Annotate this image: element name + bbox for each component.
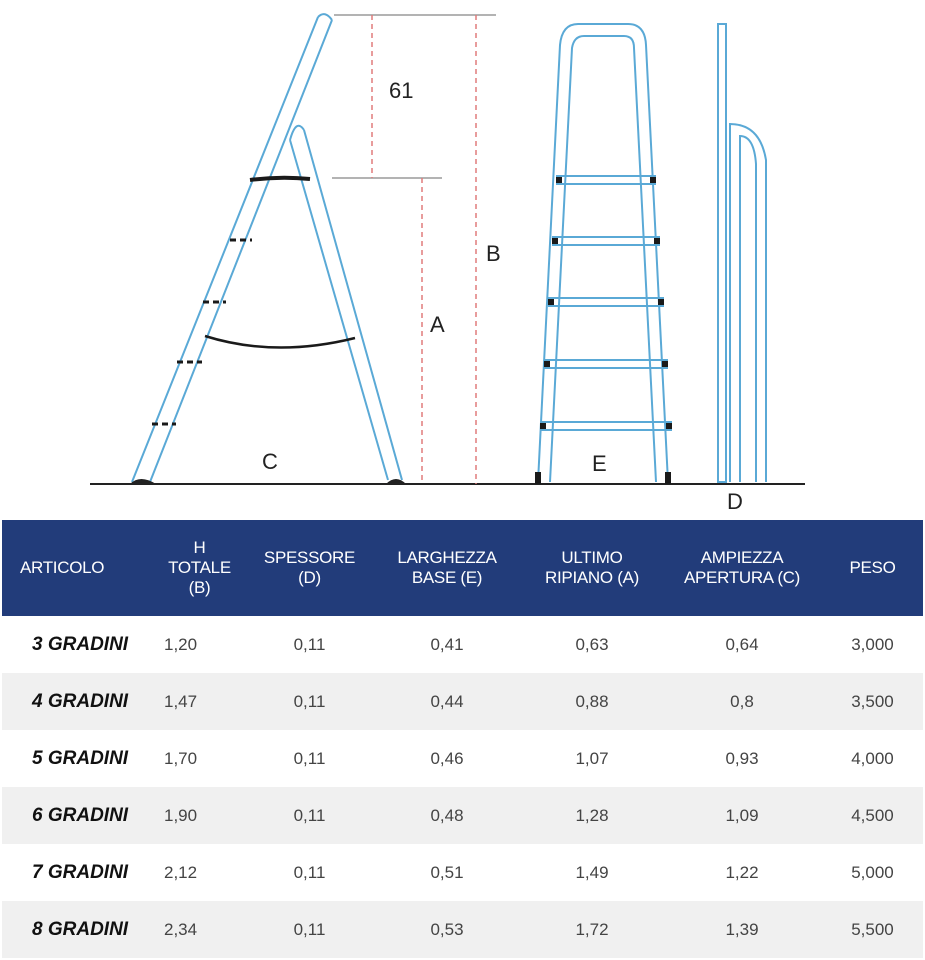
cell-h-totale: 1,90	[152, 787, 247, 844]
label-c: C	[262, 449, 278, 474]
header-ampiezza-line2: APERTURA (C)	[683, 568, 801, 587]
cell-ampiezza: 1,22	[725, 862, 759, 882]
header-larghezza-line1: LARGHEZZA	[397, 548, 497, 567]
cell-peso: 4,500	[822, 787, 923, 844]
table-row	[2, 673, 923, 730]
cell-h-totale: 1,70	[164, 748, 198, 768]
header-h-totale	[152, 520, 247, 616]
cell-larghezza: 0,41	[430, 634, 464, 654]
table-row	[2, 844, 923, 901]
cell-spessore: 0,11	[293, 634, 326, 654]
folded-view	[718, 24, 766, 482]
table-row	[2, 787, 923, 844]
cell-h-totale: 1,47	[152, 673, 247, 730]
cell-articolo: 5 GRADINI	[32, 747, 129, 769]
opening-arc	[205, 336, 355, 348]
front-view-step-clips	[535, 177, 672, 484]
cell-ampiezza: 0,64	[725, 634, 759, 654]
cell-larghezza: 0,51	[430, 862, 464, 882]
cell-larghezza: 0,46	[430, 748, 464, 768]
header-ampiezza-line1: AMPIEZZA	[700, 548, 784, 567]
cell-articolo: 6 GRADINI	[2, 787, 152, 844]
front-view-frame	[538, 24, 668, 482]
cell-ultimo: 0,63	[575, 634, 609, 654]
table-row	[2, 730, 923, 787]
cell-h-totale: 1,20	[164, 634, 198, 654]
header-ultimo-line1: ULTIMO	[561, 548, 623, 567]
cell-articolo: 4 GRADINI	[2, 673, 152, 730]
cell-peso: 5,500	[822, 901, 923, 958]
label-d: D	[727, 489, 743, 514]
header-articolo: ARTICOLO	[2, 520, 152, 616]
cell-ampiezza: 1,09	[662, 787, 822, 844]
cell-ultimo: 1,07	[575, 748, 609, 768]
header-spessore-line1: SPESSORE	[263, 548, 356, 567]
header-ultimo-line2: RIPIANO (A)	[545, 568, 639, 587]
cell-ampiezza: 1,39	[662, 901, 822, 958]
cell-spessore: 0,11	[247, 787, 372, 844]
header-h-totale-line2: TOTALE	[168, 558, 231, 577]
cell-spessore: 0,11	[293, 862, 326, 882]
cell-ampiezza: 0,93	[725, 748, 759, 768]
header-ultimo	[522, 520, 662, 616]
cell-ultimo: 1,49	[575, 862, 609, 882]
cell-peso: 3,500	[822, 673, 923, 730]
cell-spessore: 0,11	[293, 748, 326, 768]
cell-h-totale: 2,34	[152, 901, 247, 958]
label-b: B	[486, 241, 501, 266]
cell-ultimo: 1,72	[522, 901, 662, 958]
cell-peso: 3,000	[851, 634, 894, 654]
dimension-lines	[332, 15, 496, 484]
cell-ultimo: 1,28	[522, 787, 662, 844]
header-spessore-line2: (D)	[298, 568, 321, 587]
cell-larghezza: 0,53	[372, 901, 522, 958]
header-spessore	[247, 520, 372, 616]
label-a: A	[430, 312, 445, 337]
cell-ultimo: 0,88	[522, 673, 662, 730]
side-view-front-leg	[132, 14, 332, 482]
header-h-totale-line1: H	[193, 538, 206, 557]
header-peso: PESO	[822, 520, 923, 616]
cell-peso: 4,000	[851, 748, 894, 768]
label-61: 61	[389, 78, 414, 103]
cell-peso: 5,000	[851, 862, 894, 882]
cell-spessore: 0,11	[247, 673, 372, 730]
cell-articolo: 3 GRADINI	[32, 633, 129, 655]
header-ampiezza	[662, 520, 822, 616]
label-e: E	[592, 451, 607, 476]
top-platform-bar	[250, 178, 310, 180]
cell-articolo: 8 GRADINI	[2, 901, 152, 958]
cell-h-totale: 2,12	[164, 862, 198, 882]
header-h-totale-line3: (B)	[188, 578, 211, 597]
table-row	[2, 901, 923, 958]
cell-larghezza: 0,44	[372, 673, 522, 730]
cell-ampiezza: 0,8	[662, 673, 822, 730]
table-row	[2, 616, 923, 673]
header-larghezza	[372, 520, 522, 616]
cell-larghezza: 0,48	[372, 787, 522, 844]
header-larghezza-line2: BASE (E)	[411, 568, 483, 587]
cell-articolo: 7 GRADINI	[32, 861, 129, 883]
table-header-row	[2, 520, 923, 616]
cell-spessore: 0,11	[247, 901, 372, 958]
spec-table	[2, 520, 923, 958]
rear-foot	[386, 479, 406, 484]
